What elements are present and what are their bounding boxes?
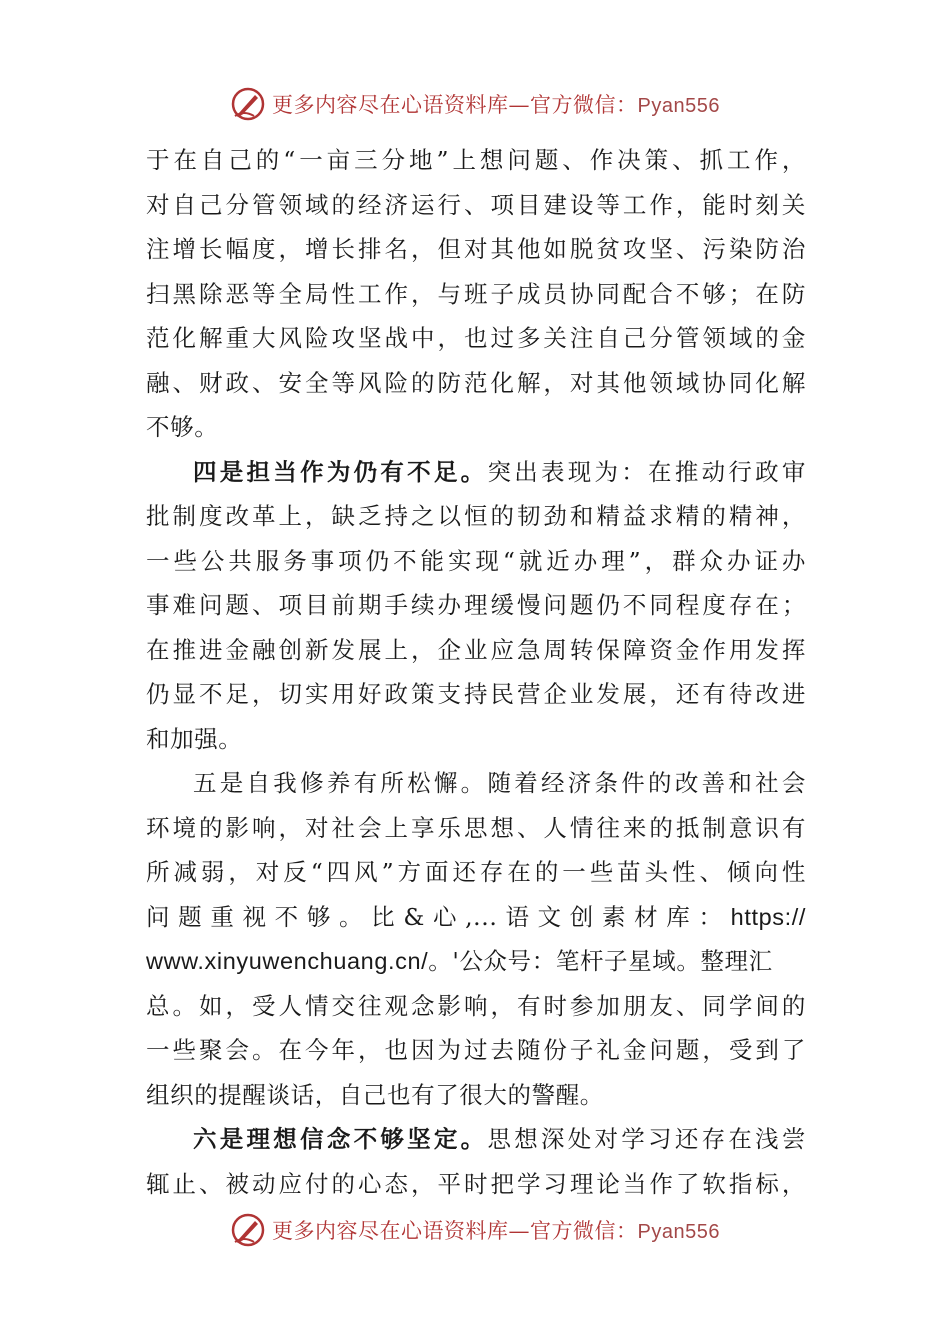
footer-wechat-id: Pyan556 [637,1221,720,1243]
text-line: 不够。 [146,413,219,441]
text-line: 事难问题、项目前期手续办理缓慢问题仍不同程度存在； [146,591,806,619]
text-line: 所减弱，对反“四风”方面还存在的一些苗头性、倾向性 [146,858,806,886]
pen-logo-icon [230,86,266,122]
footer-banner-text: 更多内容尽在心语资料库—官方微信：Pyan556 [272,1219,720,1243]
text-line: 范化解重大风险攻坚战中，也过多关注自己分管领域的金 [146,324,806,352]
text-line: 在推进金融创新发展上，企业应急周转保障资金作用发挥 [146,635,806,664]
text-line: 辄止、被动应付的心态，平时把学习理论当作了软指标， [146,1169,806,1198]
text-line: 扫黑除恶等全局性工作，与班子成员协同配合不够；在防 [146,279,806,308]
paragraph-heading: 四是担当作为仍有不足。 [193,457,488,486]
pen-logo-icon [230,1212,266,1248]
paragraph-5-first-line: 五是自我修养有所松懈。随着经济条件的改善和社会 [193,769,806,797]
text-line: 一些聚会。在今年，也因为过去随份子礼金问题，受到了 [146,1036,806,1064]
text-line: 环境的影响，对社会上享乐思想、人情往来的抵制意识有 [146,813,806,842]
text-line: 一些公共服务事项仍不能实现“就近办理”，群众办证办 [146,546,806,575]
text-line: 注增长幅度，增长排名，但对其他如脱贫攻坚、污染防治 [146,235,806,263]
footer-banner [0,1210,950,1250]
text-line: 组织的提醒谈话，自己也有了很大的警醒。 [146,1080,604,1109]
url-fragment: www.xinyuwenchuang.cn/ [146,948,429,974]
document-body [146,138,806,1206]
text-line-with-url: 问题重视不够。比&心,...语文创素材库：https:// [146,902,806,931]
paragraph-heading: 六是理想信念不够坚定。 [193,1125,488,1153]
header-wechat-id: Pyan556 [637,95,720,117]
text-line: 总。如，受人情交往观念影响，有时参加朋友、同学间的 [146,991,806,1020]
paragraph-6-first-line: 六是理想信念不够坚定。思想深处对学习还存在浅尝 [193,1125,806,1153]
text-line: 于在自己的“一亩三分地”上想问题、作决策、抓工作， [146,146,806,174]
text-line: 对自己分管领域的经济运行、项目建设等工作，能时刻关 [146,190,806,219]
text-line: 仍显不足，切实用好政策支持民营企业发展，还有待改进 [146,680,806,708]
header-banner-text: 更多内容尽在心语资料库—官方微信：Pyan556 [272,93,720,117]
header-banner [0,84,950,124]
text-line: 和加强。 [146,724,243,753]
url-fragment: https:// [730,903,806,930]
text-line-with-url: www.xinyuwenchuang.cn/。'公众号：笔杆子星域。整理汇 [146,947,773,975]
text-line: 融、财政、安全等风险的防范化解，对其他领域协同化解 [146,368,806,397]
text-line: 批制度改革上，缺乏持之以恒的韧劲和精益求精的精神， [146,502,806,530]
paragraph-4-first-line: 四是担当作为仍有不足。突出表现为：在推动行政审 [193,457,806,486]
